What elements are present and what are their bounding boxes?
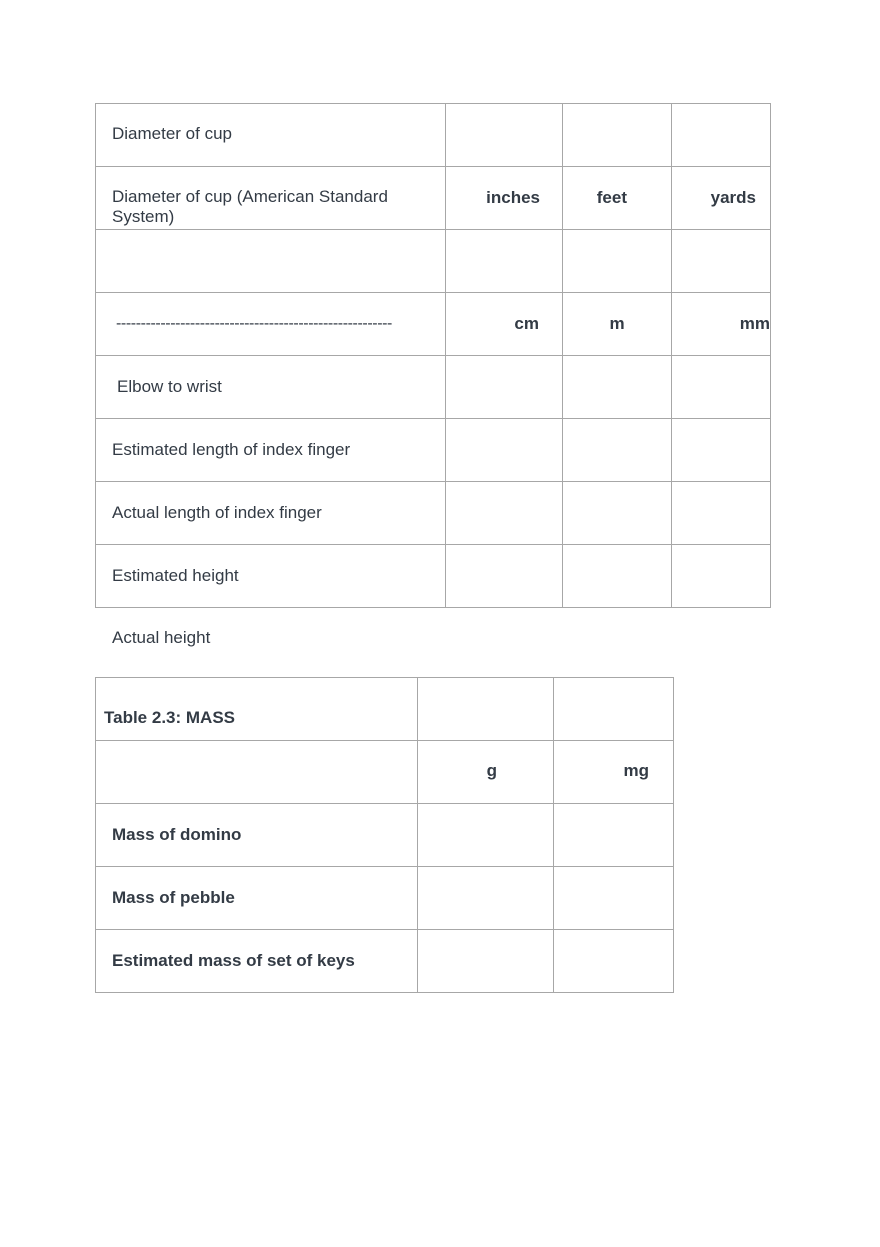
table-row [96, 167, 771, 230]
row-label: Diameter of cup (American Standard System) [96, 167, 446, 230]
unit-header-inches: inches [446, 167, 563, 230]
table-row [96, 230, 771, 293]
entry-cell[interactable] [446, 356, 563, 419]
entry-cell[interactable] [554, 867, 674, 930]
entry-cell[interactable] [446, 230, 563, 293]
unit-header-g: g [418, 741, 554, 804]
entry-cell[interactable] [563, 482, 672, 545]
table-row [96, 545, 771, 608]
unit-header-mg: mg [554, 741, 674, 804]
entry-cell[interactable] [418, 804, 554, 867]
unit-header-cm: cm [446, 293, 563, 356]
table-row [96, 678, 674, 741]
unit-header-m: m [563, 293, 672, 356]
mass-table [95, 677, 674, 993]
entry-cell[interactable] [672, 419, 771, 482]
entry-cell[interactable] [554, 804, 674, 867]
table-row [96, 104, 771, 167]
unit-header-yards: yards [672, 167, 771, 230]
divider-dashes: -------------------------------------------------------- [96, 293, 446, 356]
entry-cell[interactable] [563, 545, 672, 608]
actual-height-label: Actual height [112, 628, 211, 647]
row-label: Mass of domino [96, 804, 418, 867]
entry-cell[interactable] [446, 482, 563, 545]
entry-cell[interactable] [563, 230, 672, 293]
entry-cell[interactable] [563, 356, 672, 419]
empty-cell [96, 741, 418, 804]
entry-cell[interactable] [446, 104, 563, 167]
entry-cell[interactable] [672, 104, 771, 167]
row-label: Actual length of index finger [96, 482, 446, 545]
entry-cell[interactable] [672, 545, 771, 608]
entry-cell[interactable] [672, 356, 771, 419]
length-table [95, 103, 771, 608]
table-row [96, 930, 674, 993]
entry-cell[interactable] [446, 419, 563, 482]
unit-header-feet: feet [563, 167, 672, 230]
row-label: Estimated mass of set of keys [96, 930, 418, 993]
entry-cell[interactable] [554, 930, 674, 993]
row-label: Estimated height [96, 545, 446, 608]
table-row [96, 741, 674, 804]
table-row [96, 356, 771, 419]
table-row [96, 867, 674, 930]
table-row [96, 804, 674, 867]
entry-cell[interactable] [446, 545, 563, 608]
entry-cell[interactable] [418, 867, 554, 930]
entry-cell[interactable] [672, 230, 771, 293]
table-caption: Table 2.3: MASS [96, 678, 418, 741]
entry-cell[interactable] [563, 419, 672, 482]
table-row [96, 419, 771, 482]
row-label: Estimated length of index finger [96, 419, 446, 482]
entry-cell[interactable] [672, 482, 771, 545]
row-label: Diameter of cup [96, 104, 446, 167]
entry-cell[interactable] [563, 104, 672, 167]
table-row [96, 293, 771, 356]
entry-cell[interactable] [554, 678, 674, 741]
unit-header-mm: mm [672, 293, 771, 356]
table-row [96, 482, 771, 545]
row-label [96, 230, 446, 293]
entry-cell[interactable] [418, 678, 554, 741]
entry-cell[interactable] [418, 930, 554, 993]
row-label: Elbow to wrist [96, 356, 446, 419]
row-label: Mass of pebble [96, 867, 418, 930]
